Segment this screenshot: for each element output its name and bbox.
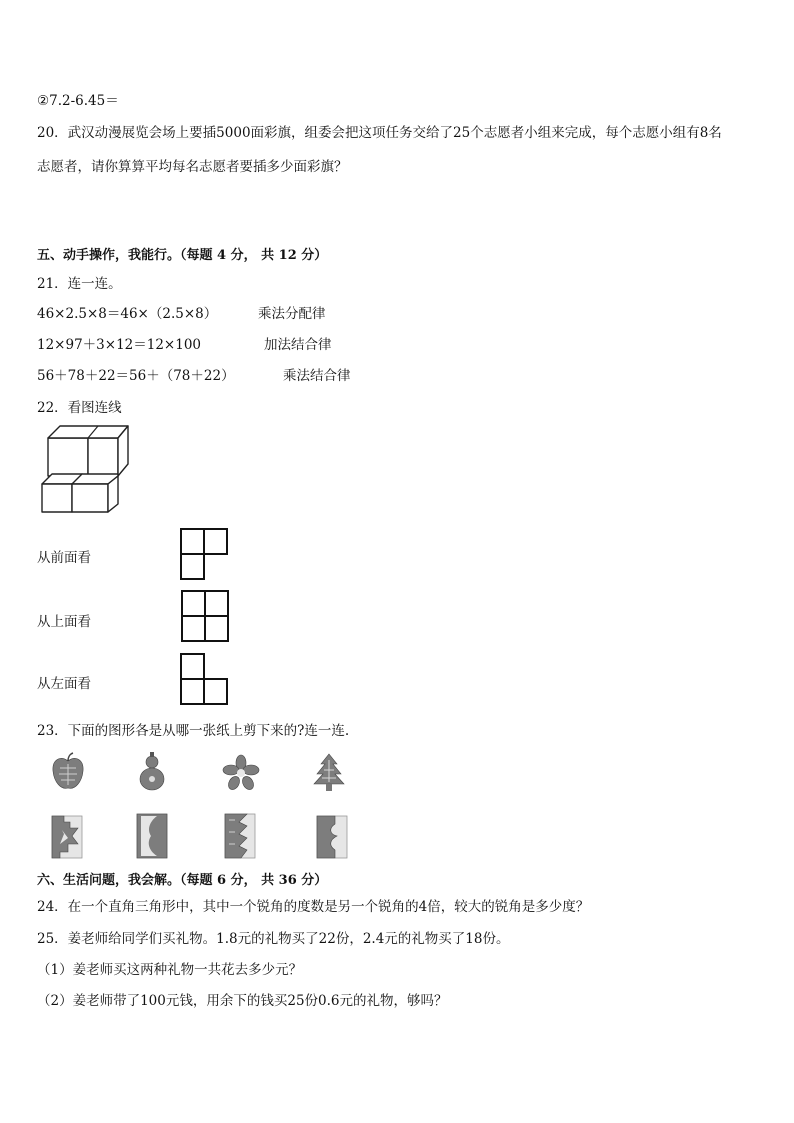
cube-bottom-front-face-2 <box>72 484 108 512</box>
q21-expression-1: 46×2.5×8＝46×（2.5×8） <box>37 306 218 322</box>
view-label-left: 从左面看 <box>37 676 91 692</box>
question-25-title: 25．姜老师给同学们买礼物。1.8元的礼物买了22份，2.4元的礼物买了18份。 <box>37 931 510 947</box>
cube-bottom-front-face <box>42 484 72 512</box>
tree-cutout-icon <box>312 752 346 792</box>
question-25-sub-1: （1）姜老师买这两种礼物一共花去多少元？ <box>37 962 303 978</box>
question-22-title: 22．看图连线 <box>37 400 122 416</box>
folded-paper-2-icon <box>135 812 169 860</box>
cube-face-top-left <box>48 438 88 476</box>
question-23-title: 23．下面的图形各是从哪一张纸上剪下来的?连一连. <box>37 723 350 739</box>
question-20-line-1: 20．武汉动漫展览会场上要插5000面彩旗，组委会把这项任务交给了25个志愿者小组来完成，每个志愿小组有8名 <box>37 125 722 141</box>
question-21-title: 21．连一连。 <box>37 276 122 292</box>
folded-paper-1-icon <box>50 814 84 860</box>
section-6-heading: 六、生活问题，我会解。（每题 6 分， 共 36 分） <box>37 873 328 888</box>
q21-law-3: 乘法结合律 <box>283 368 351 384</box>
q21-law-1: 乘法分配律 <box>258 306 326 322</box>
gourd-cutout-icon <box>136 752 168 792</box>
cube-stack-figure <box>38 420 133 520</box>
question-20 <box>37 116 757 184</box>
section-5-heading: 五、动手操作，我能行。（每题 4 分， 共 12 分） <box>37 248 328 263</box>
view-shape-3 <box>180 653 230 707</box>
view-shape-1 <box>180 528 230 582</box>
q21-expression-3: 56＋78＋22＝56＋（78＋22） <box>37 368 235 384</box>
flower-cutout-icon <box>222 754 260 792</box>
q21-expression-2: 12×97＋3×12＝12×100 <box>37 337 202 353</box>
q19-item-2: ②7.2-6.45＝ <box>37 93 119 109</box>
view-label-top: 从上面看 <box>37 614 91 630</box>
view-label-front: 从前面看 <box>37 550 91 566</box>
folded-paper-3-icon <box>223 812 257 860</box>
question-20-line-2: 志愿者，请你算算平均每名志愿者要插多少面彩旗？ <box>37 159 348 175</box>
folded-paper-4-icon <box>315 814 349 860</box>
apple-cutout-icon <box>50 752 86 792</box>
cube-face-top-right <box>88 438 118 476</box>
question-25-sub-2: （2）姜老师带了100元钱，用余下的钱买25份0.6元的礼物，够吗？ <box>37 993 448 1009</box>
q21-law-2: 加法结合律 <box>264 337 332 353</box>
question-24: 24．在一个直角三角形中，其中一个锐角的度数是另一个锐角的4倍，较大的锐角是多少度？ <box>37 899 590 915</box>
cube-top-face <box>48 426 128 438</box>
view-shape-2 <box>181 590 231 644</box>
